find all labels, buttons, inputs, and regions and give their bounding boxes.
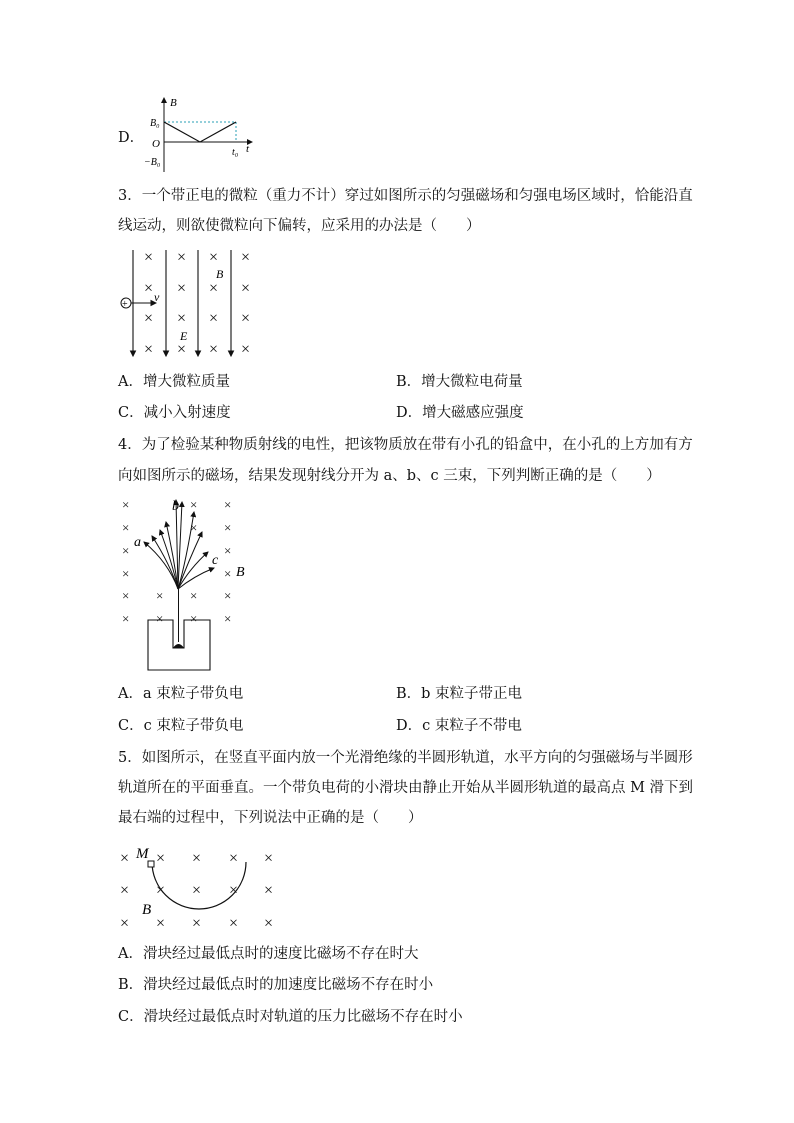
svg-text:×: ×: [229, 850, 239, 867]
svg-text:×: ×: [122, 543, 130, 558]
svg-text:×: ×: [177, 310, 187, 327]
q5-option-a: A．滑块经过最低点时的速度比磁场不存在时大: [118, 946, 419, 962]
svg-text:×: ×: [264, 915, 274, 932]
svg-text:×: ×: [192, 882, 202, 899]
svg-text:×: ×: [229, 882, 239, 899]
q4-stem-line2: 向如图所示的磁场，结果发现射线分开为 a、b、c 三束，下列判断正确的是（ ）: [118, 468, 661, 484]
svg-text:×: ×: [209, 249, 219, 266]
q5-label-m: M: [136, 846, 149, 862]
svg-text:×: ×: [177, 249, 187, 266]
svg-text:×: ×: [144, 310, 154, 327]
q3-stem-line1: 3．一个带正电的微粒（重力不计）穿过如图所示的匀强磁场和匀强电场区域时，恰能沿直: [118, 188, 693, 204]
svg-text:×: ×: [122, 520, 130, 535]
q3-option-b: B．增大微粒电荷量: [396, 374, 523, 390]
svg-text:×: ×: [224, 520, 232, 535]
graph-negb0-label: −B₀: [144, 157, 161, 168]
svg-text:×: ×: [192, 850, 202, 867]
svg-text:×: ×: [229, 915, 239, 932]
svg-text:×: ×: [120, 850, 130, 867]
svg-text:×: ×: [156, 882, 166, 899]
q5-cross-marks: [120, 850, 273, 932]
graph-y-label: B: [170, 97, 177, 109]
graph-x-label: t: [246, 143, 250, 155]
q5-option-c: C．滑块经过最低点时对轨道的压力比磁场不存在时小: [118, 1009, 463, 1025]
svg-text:×: ×: [209, 310, 219, 327]
svg-text:×: ×: [120, 882, 130, 899]
svg-text:×: ×: [264, 850, 274, 867]
svg-text:×: ×: [156, 588, 164, 603]
q4-option-a: A．a 束粒子带负电: [118, 686, 244, 702]
svg-text:×: ×: [241, 310, 251, 327]
svg-text:×: ×: [224, 611, 232, 626]
q3-cross-marks: [144, 249, 250, 358]
q3-label-v: v: [154, 290, 160, 304]
svg-text:×: ×: [156, 915, 166, 932]
q3-option-d: D．增大磁感应强度: [396, 405, 524, 421]
svg-text:×: ×: [190, 588, 198, 603]
svg-text:×: ×: [122, 497, 130, 512]
svg-text:×: ×: [209, 341, 219, 358]
svg-text:×: ×: [224, 497, 232, 512]
svg-text:×: ×: [241, 280, 251, 297]
svg-text:×: ×: [122, 566, 130, 581]
q4-ray-figure: [116, 492, 266, 674]
q4-label-field-b: B: [236, 565, 245, 580]
q4-label-c: c: [212, 553, 219, 568]
svg-text:×: ×: [264, 882, 274, 899]
q3-field-figure: [116, 246, 266, 360]
q4-stem-line1: 4．为了检验某种物质射线的电性，把该物质放在带有小孔的铅盒中，在小孔的上方加有方: [118, 437, 693, 453]
svg-text:×: ×: [224, 566, 232, 581]
q3-option-c: C．减小入射速度: [118, 405, 231, 421]
svg-text:×: ×: [144, 280, 154, 297]
svg-text:×: ×: [209, 280, 219, 297]
svg-text:×: ×: [122, 611, 130, 626]
svg-text:×: ×: [122, 588, 130, 603]
svg-text:×: ×: [192, 915, 202, 932]
svg-text:×: ×: [156, 850, 166, 867]
svg-text:×: ×: [120, 915, 130, 932]
q5-option-b: B．滑块经过最低点时的加速度比磁场不存在时小: [118, 977, 434, 993]
svg-text:×: ×: [190, 520, 198, 535]
q4-label-a: a: [134, 535, 141, 550]
svg-text:×: ×: [177, 280, 187, 297]
q4-option-b: B．b 束粒子带正电: [396, 686, 523, 702]
svg-text:×: ×: [190, 497, 198, 512]
q5-stem-line3: 最右端的过程中，下列说法中正确的是（ ）: [118, 810, 423, 826]
q5-label-b: B: [142, 902, 152, 918]
q5-stem-line2: 轨道所在的平面垂直。一个带负电荷的小滑块由静止开始从半圆形轨道的最高点 M 滑下到: [118, 780, 694, 796]
q4-option-d: D．c 束粒子不带电: [396, 718, 522, 734]
q3-option-a: A．增大微粒质量: [118, 374, 230, 390]
q3-plus-charge: +: [122, 299, 128, 310]
graph-origin-label: O: [152, 138, 160, 150]
graph-b0-label: B₀: [150, 118, 160, 129]
q2-option-d-label: D．: [118, 130, 145, 146]
svg-text:×: ×: [156, 611, 164, 626]
svg-text:×: ×: [177, 341, 187, 358]
svg-text:×: ×: [144, 249, 154, 266]
q3-stem-line2: 线运动，则欲使微粒向下偏转，应采用的办法是（ ）: [118, 218, 481, 234]
q5-track-figure: [116, 838, 286, 936]
q5-stem-line1: 5．如图所示，在竖直平面内放一个光滑绝缘的半圆形轨道，水平方向的匀强磁场与半圆形: [118, 750, 693, 766]
q3-label-b: B: [216, 267, 224, 281]
q3-label-e: E: [180, 329, 188, 343]
graph-t0-label: t₀: [232, 147, 239, 158]
q2-option-d-graph: [140, 92, 260, 174]
q4-label-b: b: [172, 499, 179, 514]
svg-text:×: ×: [241, 249, 251, 266]
svg-text:×: ×: [241, 341, 251, 358]
q4-option-c: C．c 束粒子带负电: [118, 718, 244, 734]
svg-text:×: ×: [224, 588, 232, 603]
svg-text:×: ×: [224, 543, 232, 558]
svg-text:×: ×: [144, 341, 154, 358]
svg-text:×: ×: [190, 611, 198, 626]
